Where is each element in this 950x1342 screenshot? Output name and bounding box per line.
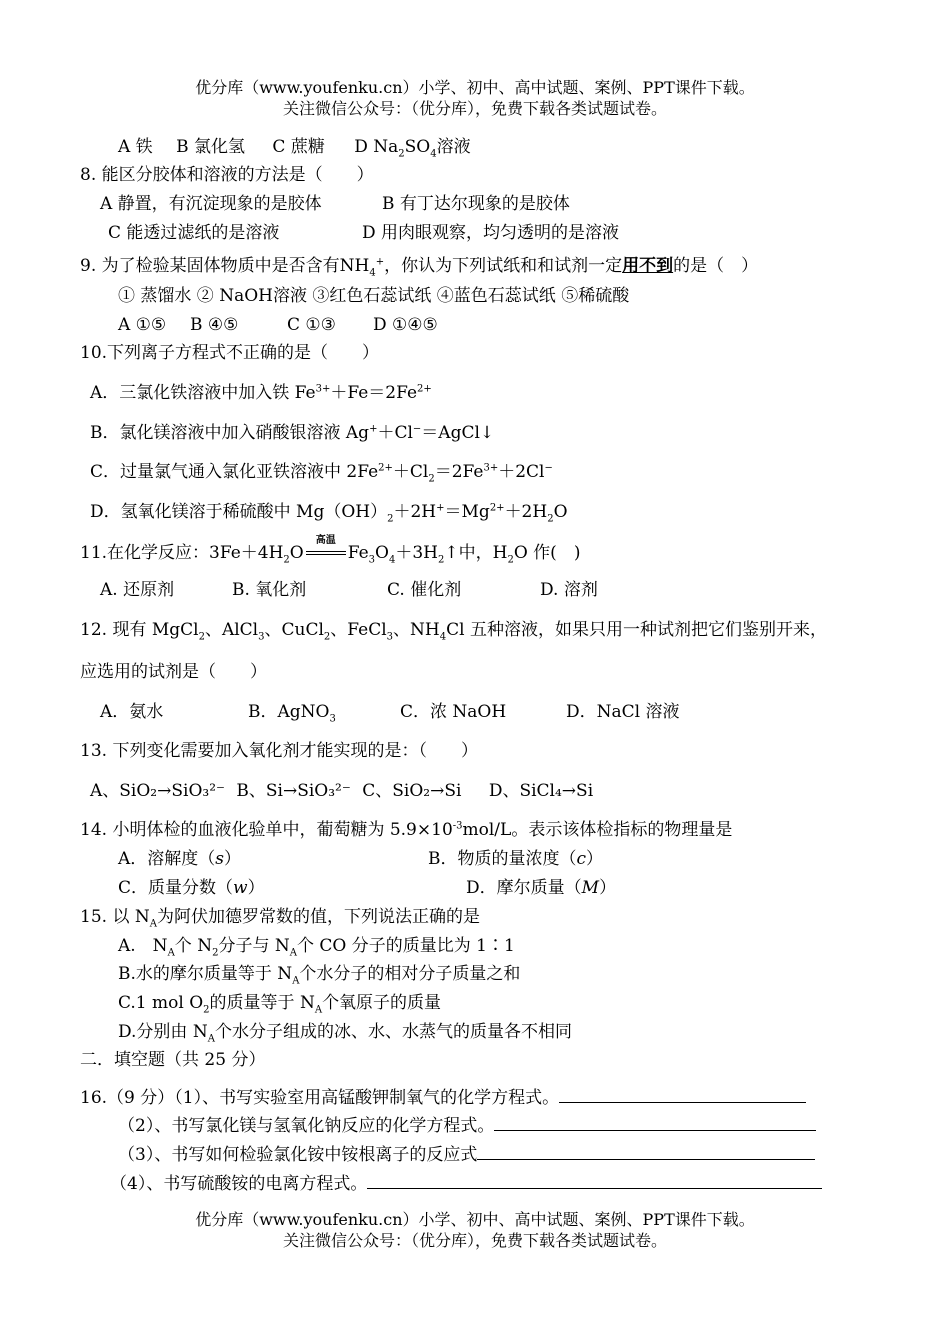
q12-option-d: D．NaCl 溶液 — [566, 702, 680, 722]
q12-option-a: A．氨水 — [100, 702, 164, 722]
q14-option-b: B．物质的量浓度（c） — [428, 849, 604, 869]
q11-option-a: A. 还原剂 — [100, 580, 175, 600]
q9-emphasis: 用不到 — [622, 256, 674, 276]
q13-option-b: B、Si→SiO₃²⁻ — [236, 781, 351, 801]
q11-option-b: B. 氧化剂 — [232, 580, 307, 600]
q7-option-d: D $Na_2SO_4$溶液 — [354, 137, 471, 160]
q14-stem: 14. 小明体检的血液化验单中，葡萄糖为 $5.9\times 10^{-3}mol/L$。表示该体检指标的物理量是 — [80, 820, 733, 840]
q13-option-d: D、SiCl₄→Si — [488, 781, 594, 801]
q8-option-b: B 有丁达尔现象的是胶体 — [382, 194, 570, 214]
q10-option-b: B．氯化镁溶液中加入硝酸银溶液 Ag+＋Cl−＝AgCl↓ — [90, 423, 495, 443]
q10-option-c: C．过量氯气通入氯化亚铁溶液中 $2Fe^{2+}+Cl_2=2Fe^{3+}+2Cl^-$ — [90, 462, 553, 485]
q10-option-d: D．氢氧化镁溶于稀硫酸中 $Mg(OH)_2+2H^+=Mg^{2+}+2H_2O$ — [90, 502, 568, 525]
reaction-condition-label: 高温 — [315, 535, 336, 546]
q15-stem: 15. 以 $N_A$为阿伏加德罗常数的值，下列说法正确的是 — [80, 907, 480, 930]
q11-option-d: D. 溶剂 — [540, 580, 598, 600]
header-line-2: 关注微信公众号：（优分库），免费下载各类试题试卷。 — [282, 99, 667, 118]
q13-option-c: C、SiO₂→Si — [362, 781, 462, 801]
q12-option-c: C．浓 NaOH — [400, 702, 507, 722]
q14-option-c: C．质量分数（w） — [118, 878, 265, 898]
q16-answer-blank-2[interactable] — [494, 1116, 816, 1131]
q11-option-c: C. 催化剂 — [387, 580, 462, 600]
q16-answer-blank-4[interactable] — [367, 1174, 822, 1189]
q12-stem-line-2: 应选用的试剂是（ ） — [80, 662, 267, 682]
q8-option-d: D 用肉眼观察，均匀透明的是溶液 — [362, 223, 620, 243]
q9-option-a: A ①⑤ — [118, 315, 167, 335]
q15-option-a: A. $N_A$个 $N_2$分子与 $N_A$个 CO 分子的质量比为 1∶1 — [118, 936, 515, 959]
q16-part-1: 16.（9 分）（1）、书写实验室用高锰酸钾制氧气的化学方程式。 — [80, 1088, 806, 1107]
header-line-1: 优分库（www.youfenku.cn）小学、初中、高中试题、案例、PPT课件下载。 — [195, 78, 755, 97]
reaction-condition-arrow — [304, 535, 348, 558]
q15-option-d: D.分别由 $N_A$个水分子组成的冰、水、水蒸气的质量各不相同 — [118, 1022, 572, 1045]
q16-part-2: （2）、书写氯化镁与氢氧化钠反应的化学方程式。 — [118, 1116, 816, 1135]
q12-option-b: B．AgNO$_3$ — [248, 702, 336, 725]
q13-options — [90, 783, 593, 800]
q15-option-c: C.1 mol $O_2$的质量等于 $N_A$个氧原子的质量 — [118, 993, 442, 1016]
q7-option-c: C 蔗糖 — [272, 137, 325, 157]
q9-option-c: C ①③ — [287, 315, 336, 335]
section-2-heading: 二．填空题（共 25 分） — [80, 1050, 266, 1070]
q9-option-b: B ④⑤ — [190, 315, 239, 335]
q14-option-a: A．溶解度（s） — [118, 849, 242, 869]
q9-items: ① 蒸馏水 ② NaOH溶液 ③红色石蕊试纸 ④蓝色石蕊试纸 ⑤稀硫酸 — [118, 286, 630, 306]
q8-stem: 8. 能区分胶体和溶液的方法是（ ） — [80, 165, 374, 185]
q16-answer-blank-1[interactable] — [559, 1088, 806, 1103]
q13-option-a: A、SiO₂→SiO₃²⁻ — [90, 781, 225, 801]
footer-line-2: 关注微信公众号：（优分库），免费下载各类试题试卷。 — [282, 1231, 667, 1250]
q7-options — [118, 137, 471, 160]
q8-option-a: A 静置，有沉淀现象的是胶体 — [100, 194, 322, 214]
q13-stem: 13. 下列变化需要加入氧化剂才能实现的是：（ ） — [80, 741, 478, 761]
q15-option-b: B.水的摩尔质量等于 $N_A$个水分子的相对分子质量之和 — [118, 964, 521, 987]
q14-option-d: D．摩尔质量（M） — [466, 878, 617, 898]
q9-option-d: D ①④⑤ — [373, 315, 438, 335]
q12-stem: 12. 现有 MgCl$_2$、AlCl$_3$、CuCl$_2$、FeCl$_3$、$NH_4Cl$ 五种溶液，如果只用一种试剂把它们鉴别开来， — [80, 620, 827, 643]
footer-line-1: 优分库（www.youfenku.cn）小学、初中、高中试题、案例、PPT课件下载。 — [195, 1210, 755, 1229]
q11-stem: 11.在化学反应：$3Fe+4H_2O$ 高温 $Fe_3O_4+3H_2↑$中，$H_2O$ 作( ) — [80, 535, 581, 566]
q7-option-a: A 铁 — [118, 137, 153, 157]
q16-part-3: （3）、书写如何检验氯化铵中铵根离子的反应式 — [118, 1145, 815, 1164]
q16-part-4: （4）、书写硫酸铵的电离方程式。 — [110, 1174, 822, 1193]
q7-option-b: B 氯化氢 — [176, 137, 245, 157]
q10-stem: 10.下列离子方程式不正确的是（ ） — [80, 343, 380, 363]
q9-stem: 9. 为了检验某固体物质中是否含有$NH_4^+$，你认为下列试纸和和试剂一定用不到的是（ ） — [80, 256, 759, 279]
q10-option-a: A．三氯化铁溶液中加入铁 $Fe^{3+}+Fe=2Fe^{2+}$ — [90, 383, 432, 403]
q16-answer-blank-3[interactable] — [477, 1145, 815, 1160]
q8-option-c: C 能透过滤纸的是溶液 — [108, 223, 280, 243]
